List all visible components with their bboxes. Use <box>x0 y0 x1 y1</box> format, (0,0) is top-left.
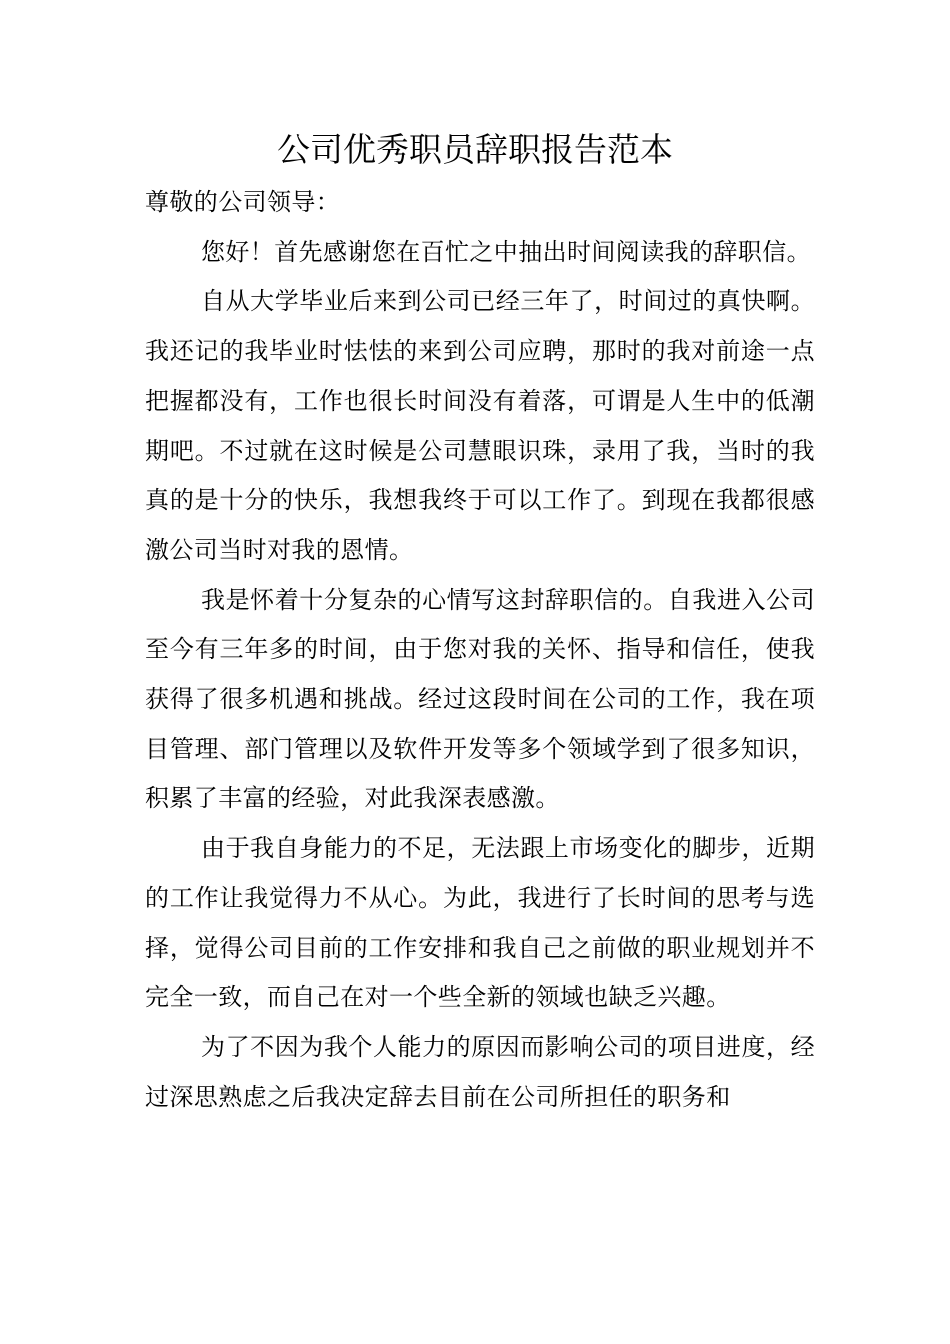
paragraph: 您好！首先感谢您在百忙之中抽出时间阅读我的辞职信。 <box>201 237 811 266</box>
paragraph: 自从大学毕业后来到公司已经三年了，时间过的真快啊。我还记的我毕业时怯怯的来到公司应聘，那时的我对前途一点把握都没有，工作也很长时间没有着落，可谓是人生中的低潮期吧。不过就在这时候是公司慧眼识珠，录用了我，当时的我真的是十分的快乐，我想我终于可以工作了。到现在我都很感激公司当时对我的恩情。 <box>145 287 815 564</box>
document-body <box>145 178 815 1122</box>
salutation: 尊敬的公司领导： <box>145 188 341 216</box>
paragraph: 为了不因为我个人能力的原因而影响公司的项目进度，经过深思熟虑之后我决定辞去目前在公司所担任的职务和 <box>145 1032 815 1111</box>
document-title: 公司优秀职员辞职报告范本 <box>277 130 673 169</box>
paragraph: 我是怀着十分复杂的心情写这封辞职信的。自我进入公司至今有三年多的时间，由于您对我的关怀、指导和信任，使我获得了很多机遇和挑战。经过这段时间在公司的工作，我在项目管理、部门管理以及软件开发等多个领域学到了很多知识，积累了丰富的经验，对此我深表感激。 <box>145 585 815 813</box>
paragraph: 由于我自身能力的不足，无法跟上市场变化的脚步，近期的工作让我觉得力不从心。为此，我进行了长时间的思考与选择，觉得公司目前的工作安排和我自己之前做的职业规划并不完全一致，而自己在对一个些全新的领域也缺乏兴趣。 <box>145 834 815 1012</box>
